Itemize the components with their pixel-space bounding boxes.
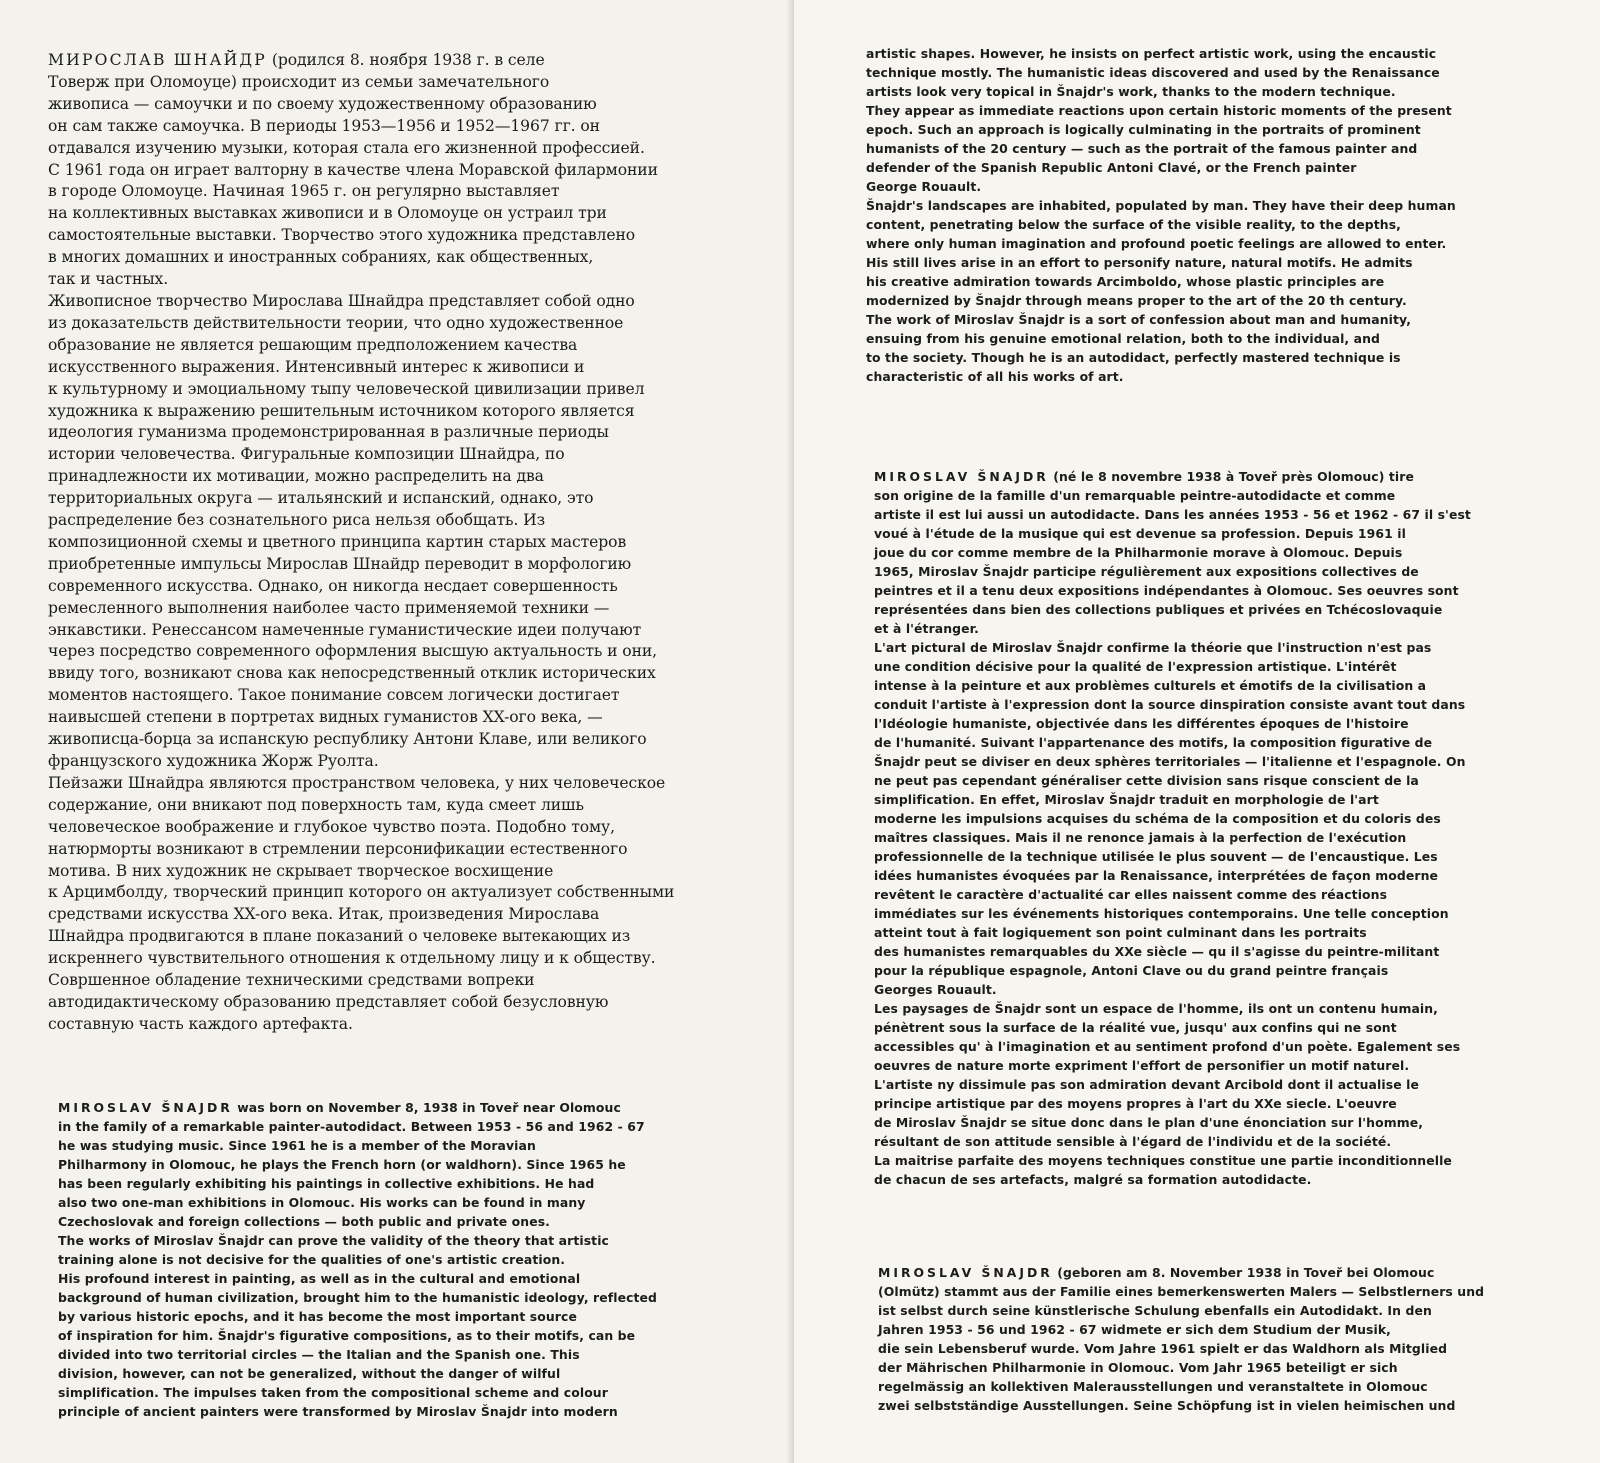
text-line: живописца-борца за испанскую республику Антони Клаве, или великого [48, 730, 647, 749]
text-line: художника к выражению решительным источником которого является [48, 401, 635, 420]
text-line: MIROSLAV ŠNAJDR was born on November 8, 1938 in Toveř near Olomouc [58, 1100, 621, 1115]
text-line: искусственного выражения. Интенсивный интерес к живописи и [48, 357, 585, 376]
text-line: ist selbst durch seine künstlerische Schulung ebenfalls ein Autodidakt. In den [878, 1303, 1432, 1318]
text-line: immédiates sur les événements historiques contemporains. Une telle conception [874, 906, 1449, 921]
text-line: pénètrent sous la surface de la réalité vue, jusqu' aux confins qui ne sont [874, 1020, 1397, 1035]
text-line: энкавстики. Ренессансом намеченные гуманистические идеи получают [48, 620, 642, 639]
text-line: pour la république espagnole, Antoni Clave ou du grand peintre français [874, 963, 1389, 978]
text-line: самостоятельные выставки. Творчество этого художника представлено [48, 226, 636, 245]
text-line: idées humanistes évoquées par la Renaissance, interprétées de façon moderne [874, 868, 1438, 883]
text-line: идеология гуманизма продемонстрированная в различные периоды [48, 423, 609, 442]
text-line: résultant de son attitude sensible à l'égard de l'individu et de la société. [874, 1134, 1392, 1149]
text-line: моментов настоящего. Такое понимание совсем логически достигает [48, 686, 620, 705]
text-line: Совршенное обладение техническими средствами вопреки [48, 971, 535, 990]
text-line: человеческое воображение и глубокое чувство поэта. Подобно тому, [48, 817, 615, 836]
text-line: искреннего чувствительного отношения к отдельному лицу и к обществу. [48, 949, 656, 968]
text-line: His profound interest in painting, as well as in the cultural and emotional [58, 1271, 581, 1286]
text-line: of inspiration for him. Šnajdr's figurative compositions, as to their motifs, can be [58, 1328, 636, 1343]
text-line: Les paysages de Šnajdr sont un espace de l'homme, ils ont un contenu humain, [874, 1001, 1438, 1016]
text-line: in the family of a remarkable painter-autodidact. Between 1953 - 56 and 1962 - 67 [58, 1119, 645, 1134]
english-biography [58, 1098, 726, 1421]
text-line: principe artistique par des moyens propres à l'art du XXe siecle. L'oeuvre [874, 1096, 1397, 1111]
text-line: современного искусства. Однако, он никогда несдает совершенность [48, 576, 618, 595]
text-line: L'art pictural de Miroslav Šnajdr confirme la théorie que l'instruction n'est pas [874, 640, 1432, 655]
text-line: мотива. В них художник не скрывает творческое восхищение [48, 861, 554, 880]
text-line: The works of Miroslav Šnajdr can prove the validity of the theory that artistic [58, 1233, 609, 1248]
text-line: de l'humanité. Suivant l'appartenance des motifs, la composition figurative de [874, 735, 1433, 750]
left-page [0, 0, 794, 1463]
text-line: die sein Lebensberuf wurde. Vom Jahre 1961 spielt er das Waldhorn als Mitglied [878, 1341, 1448, 1356]
artist-name: MIROSLAV ŠNAJDR [874, 469, 1049, 484]
text-line: technique mostly. The humanistic ideas discovered and used by the Renaissance [866, 65, 1440, 80]
text-line: oeuvres de nature morte expriment l'effort de personifier un motif naturel. [874, 1058, 1410, 1073]
french-biography [874, 467, 1562, 1189]
text-line: regelmässig an kollektiven Malerausstellungen und veranstaltete in Olomouc [878, 1379, 1428, 1394]
text-line: epoch. Such an approach is logically culminating in the portraits of prominent [866, 122, 1421, 137]
text-line: ввиду того, возникают снова как непосредственный отклик исторических [48, 664, 656, 683]
text-line: ремесленного выполнения наиболее часто применяемой техники — [48, 598, 610, 617]
text-line: приобретенные импульсы Мирослав Шнайдр переводит в морфологию [48, 554, 632, 573]
text-line: автодидактическому образованию представляет собой безусловную [48, 992, 609, 1011]
text-line: voué à l'étude de la musique qui est devenue sa profession. Depuis 1961 il [874, 526, 1406, 541]
text-line: он сам также самоучка. В периоды 1953—1956 и 1952—1967 гг. он [48, 116, 600, 135]
text-line: содержание, они вникают под поверхность там, куда смеет лишь [48, 795, 584, 814]
text-line: в многих домашних и иностранных собраниях, как общественных, [48, 248, 594, 267]
artist-name: MIROSLAV ŠNAJDR [878, 1265, 1053, 1280]
text-line: через посредство современного оформления высшую актуальность и они, [48, 642, 658, 661]
text-line: has been regularly exhibiting his paintings in collective exhibitions. He had [58, 1176, 595, 1191]
text-line: Georges Rouault. [874, 982, 997, 997]
text-line: МИРОСЛАВ ШНАЙДР (родился 8. ноября 1938 г. в селе [48, 51, 545, 69]
text-line: division, however, can not be generalized, without the danger of wilful [58, 1366, 561, 1381]
text-line: They appear as immediate reactions upon certain historic moments of the present [866, 103, 1452, 118]
text-line: training alone is not decisive for the qualities of one's artistic creation. [58, 1252, 566, 1267]
text-line: истории человечества. Фигуральные композиции Шнайдра, по [48, 445, 565, 464]
text-line: Philharmony in Olomouc, he plays the French horn (or waldhorn). Since 1965 he [58, 1157, 626, 1172]
text-line: zwei selbstständige Ausstellungen. Seine Schöpfung ist in vielen heimischen und [878, 1398, 1456, 1413]
text-line: в городе Оломоуце. Начиная 1965 г. он регулярно выставляет [48, 182, 560, 201]
text-line: modernized by Šnajdr through means proper to the art of the 20 th century. [866, 293, 1407, 308]
text-line: where only human imagination and profound poetic feelings are allowed to enter. [866, 236, 1447, 251]
text-line: moderne les impulsions acquises du schéma de la composition et du coloris des [874, 811, 1441, 826]
text-line: Šnajdr's landscapes are inhabited, populated by man. They have their deep human [866, 198, 1456, 213]
text-line: divided into two territorial circles — the Italian and the Spanish one. This [58, 1347, 580, 1362]
text-line: maîtres classiques. Mais il ne renonce jamais à la perfection de l'exécution [874, 830, 1407, 845]
text-line: représentées dans bien des collections publiques et privées en Tchécoslovaquie [874, 602, 1443, 617]
text-line: к культурному и эмоциальному тыпу человеческой цивилизации привел [48, 379, 645, 398]
text-line: simplification. The impulses taken from the compositional scheme and colour [58, 1385, 608, 1400]
text-line: also two one-man exhibitions in Olomouc. His works can be found in many [58, 1195, 586, 1210]
text-line: revêtent le caractère d'actualité car elles naissent comme des réactions [874, 887, 1388, 902]
text-line: (Olmütz) stammt aus der Familie eines bemerkenswerten Malers — Selbstlerners und [878, 1284, 1485, 1299]
text-line: he was studying music. Since 1961 he is a member of the Moravian [58, 1138, 536, 1153]
text-line: to the society. Though he is an autodidact, perfectly mastered technique is [866, 350, 1401, 365]
text-line: der Mährischen Philharmonie in Olomouc. Vom Jahr 1965 beteiligt er sich [878, 1360, 1398, 1375]
text-line: Товерж при Оломоуце) происходит из семьи замечательного [48, 72, 550, 91]
text-line: humanists of the 20 century — such as the portrait of the famous painter and [866, 141, 1418, 156]
text-line: наивысшей степени в портретах видных гуманистов XX-ого века, — [48, 708, 603, 727]
text-line: образование не является решающим предположением качества [48, 335, 578, 354]
artist-name: MIROSLAV ŠNAJDR [58, 1100, 233, 1115]
text-line: MIROSLAV ŠNAJDR (geboren am 8. November 1938 in Toveř bei Olomouc [878, 1265, 1435, 1280]
text-line: principle of ancient painters were transformed by Miroslav Šnajdr into modern [58, 1404, 618, 1419]
text-line: defender of the Spanish Republic Antoni Clavé, or the French painter [866, 160, 1357, 175]
text-line: de Miroslav Šnajdr se situe donc dans le plan d'une énonciation sur l'homme, [874, 1115, 1424, 1130]
text-line: une condition décisive pour la qualité de l'expression artistique. L'intérêt [874, 659, 1397, 674]
text-line: joue du cor comme membre de la Philharmonie morave à Olomouc. Depuis [874, 545, 1403, 560]
text-line: La maitrise parfaite des moyens techniques constitue une partie inconditionnelle [874, 1153, 1452, 1168]
text-line: Šnajdr peut se diviser en deux sphères territoriales — l'italienne et l'espagnole. On [874, 754, 1466, 769]
text-line: 1965, Miroslav Šnajdr participe régulièrement aux expositions collectives de [874, 564, 1419, 579]
text-line: L'artiste ny dissimule pas son admiration devant Arcibold dont il actualise le [874, 1077, 1419, 1092]
russian-biography [48, 50, 758, 1036]
text-line: территориальных округа — итальянский и испанский, однако, это [48, 489, 594, 508]
text-line: artiste il est lui aussi un autodidacte. Dans les années 1953 - 56 et 1962 - 67 il s'est [874, 507, 1471, 522]
text-line: The work of Miroslav Šnajdr is a sort of confession about man and humanity, [866, 312, 1412, 327]
text-line: peintres et il a tenu deux expositions indépendantes à Olomouc. Ses oeuvres sont [874, 583, 1459, 598]
artist-name: МИРОСЛАВ ШНАЙДР [48, 51, 267, 69]
text-line: His still lives arise in an effort to personify nature, natural motifs. He admits [866, 255, 1413, 270]
text-line: simplification. En effet, Miroslav Šnajdr traduit en morphologie de l'art [874, 792, 1379, 807]
text-line: atteint tout à fait logiquement son point culminant dans les portraits [874, 925, 1367, 940]
text-line: l'Idéologie humaniste, objectivée dans les différentes époques de l'histoire [874, 716, 1409, 731]
text-line: intense à la peinture et aux problèmes culturels et émotifs de la civilisation a [874, 678, 1427, 693]
text-line: распределение без сознательного риса нельзя обобщать. Из [48, 511, 546, 530]
text-line: Шнайдра продвигаются в плане показаний о человеке вытекающих из [48, 927, 631, 946]
text-line: средствами искусства XX-ого века. Итак, произведения Мирослава [48, 905, 600, 924]
text-line: des humanistes remarquables du XXe siècle — qu il s'agisse du peintre-militant [874, 944, 1440, 959]
text-line: et à l'étranger. [874, 621, 979, 636]
text-line: составную часть каждого артефакта. [48, 1014, 353, 1033]
german-biography [878, 1263, 1578, 1415]
text-line: французского художника Жорж Руолта. [48, 752, 379, 770]
text-line: Czechoslovak and foreign collections — both public and private ones. [58, 1214, 550, 1229]
text-line: professionnelle de la technique utilisée le plus souvent — de l'encaustique. Les [874, 849, 1438, 864]
text-line: Пейзажи Шнайдра являются пространством человека, у них человеческое [48, 773, 666, 792]
text-line: композиционной схемы и цветного принципа картин старых мастеров [48, 532, 627, 551]
text-line: С 1961 года он играет валторну в качестве члена Моравской филармонии [48, 160, 658, 179]
text-line: artists look very topical in Šnajdr's work, thanks to the modern technique. [866, 84, 1396, 99]
text-line: принадлежности их мотивации, можно распределить на два [48, 467, 544, 486]
text-line: ne peut pas cependant généraliser cette division sans risque conscient de la [874, 773, 1419, 788]
text-line: живописа — самоучки и по своему художественному образованию [48, 94, 597, 113]
text-line: characteristic of all his works of art. [866, 369, 1124, 384]
text-line: отдавался изучению музыки, которая стала его жизненной профессией. [48, 138, 645, 157]
text-line: из доказательств действительности теории, что одно художественное [48, 313, 624, 332]
text-line: к Арцимболду, творческий принцип которого он актуализует собственными [48, 883, 675, 902]
right-page [794, 0, 1600, 1463]
text-line: accessibles qu' à l'imagination et au sentiment profond d'un poète. Egalement ses [874, 1039, 1461, 1054]
text-line: Jahren 1953 - 56 und 1962 - 67 widmete er sich dem Studium der Musik, [878, 1322, 1391, 1337]
text-line: background of human civilization, brought him to the humanistic ideology, reflected [58, 1290, 658, 1305]
text-line: George Rouault. [866, 179, 982, 194]
text-line: artistic shapes. However, he insists on perfect artistic work, using the encaustic [866, 46, 1437, 61]
text-line: так и частных. [48, 270, 169, 289]
text-line: Живописное творчество Мирослава Шнайдра представляет собой одно [48, 291, 635, 310]
text-line: his creative admiration towards Arcimboldo, whose plastic principles are [866, 274, 1385, 289]
text-line: MIROSLAV ŠNAJDR (né le 8 novembre 1938 à Toveř près Olomouc) tire [874, 469, 1414, 484]
text-line: de chacun de ses artefacts, malgré sa formation autodidacte. [874, 1172, 1312, 1187]
text-line: son origine de la famille d'un remarquable peintre-autodidacte et comme [874, 488, 1396, 503]
text-line: ensuing from his genuine emotional relation, both to the individual, and [866, 331, 1380, 346]
text-line: content, penetrating below the surface of the visible reality, to the depths, [866, 217, 1401, 232]
english-biography-continued [866, 44, 1556, 386]
text-line: by various historic epochs, and it has become the most important source [58, 1309, 577, 1324]
text-line: натюрморты возникают в стремлении персонификации естественного [48, 839, 628, 858]
text-line: на коллективных выставках живописи и в Оломоуце он устраил три [48, 204, 607, 223]
text-line: conduit l'artiste à l'expression dont la source dinspiration consiste avant tout dans [874, 697, 1466, 712]
